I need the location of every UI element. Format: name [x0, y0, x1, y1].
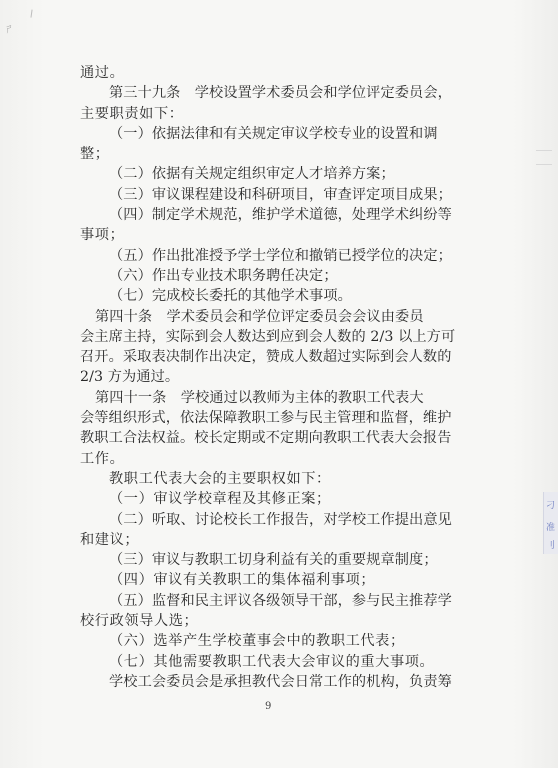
list-item: （三）审议与教职工切身利益有关的重要规章制度；: [109, 552, 438, 569]
corner-mark: [30, 10, 38, 19]
page-number: 9: [265, 701, 272, 712]
bleed-through-mark: [536, 164, 552, 165]
text-line: 教职工合法权益。校长定期或不定期向教职工代表大会报告: [80, 430, 452, 447]
list-item: （三）审议课程建设和科研项目，审查评定项目成果；: [109, 186, 452, 203]
text-line: 和建议；: [80, 531, 140, 548]
text-line: 事项；: [80, 227, 125, 244]
list-item: （四）审议有关教职工的集体福利事项；: [109, 572, 376, 589]
text-line: 会主席主持，实际到会人数达到应到会人数的 2/3 以上方可: [80, 328, 456, 345]
list-item: （五）作出批准授予学士学位和撤销已授学位的决定；: [109, 247, 452, 264]
edge-tab-char: 刁: [546, 501, 556, 511]
text-line: 学校工会委员会是承担教代会日常工作的机构，负责筹: [109, 673, 452, 690]
list-item: （四）制定学术规范，维护学术道德，处理学术纠纷等: [109, 207, 452, 224]
text-line: 会等组织形式，依法保障教职工参与民主管理和监督，维护: [80, 410, 452, 427]
text-line: 教职工代表大会的主要职权如下：: [109, 470, 331, 487]
list-item: （六）选举产生学校董事会中的教职工代表；: [109, 633, 405, 650]
list-item: （七）完成校长委托的其他学术事项。: [109, 288, 352, 305]
text-line: 召开。采取表决制作出决定，赞成人数超过实际到会人数的: [80, 349, 452, 366]
article-41-heading: 第四十一条 学校通过以教师为主体的教职工代表大: [95, 389, 424, 406]
list-item: （五）监督和民主评议各级领导干部，参与民主推荐学: [109, 592, 452, 609]
bleed-through-mark: [536, 150, 552, 151]
corner-scribble: ㄕ: [3, 22, 16, 37]
list-item: （二）听取、讨论校长工作报告，对学校工作提出意见: [109, 511, 452, 528]
text-line: 校行政领导人选；: [80, 613, 199, 630]
list-item: （一）依据法律和有关规定审议学校专业的设置和调: [109, 125, 438, 142]
list-item: （七）其他需要教职工代表大会审议的重大事项。: [109, 653, 435, 670]
article-39-heading: 第三十九条 学校设置学术委员会和学位评定委员会，: [109, 85, 452, 102]
text-line: 2/3 方为通过。: [80, 369, 180, 386]
right-edge-tab: [543, 492, 558, 554]
list-item: （二）依据有关规定组织审定人才培养方案；: [109, 166, 395, 183]
list-item: （六）作出专业技术职务聘任决定；: [109, 267, 338, 284]
article-40-heading: 第四十条 学术委员会和学位评定委员会会议由委员: [95, 308, 424, 325]
text-line: 整；: [80, 146, 110, 163]
document-body: [80, 63, 466, 692]
list-item: （一）审议学校章程及其修正案；: [109, 491, 331, 508]
text-line: 工作。: [80, 450, 125, 467]
edge-tab-char: 准: [546, 523, 556, 533]
edge-tab-char: 刂: [546, 541, 556, 551]
text-line: 主要职责如下：: [80, 105, 184, 122]
text-line: 通过。: [80, 65, 125, 81]
